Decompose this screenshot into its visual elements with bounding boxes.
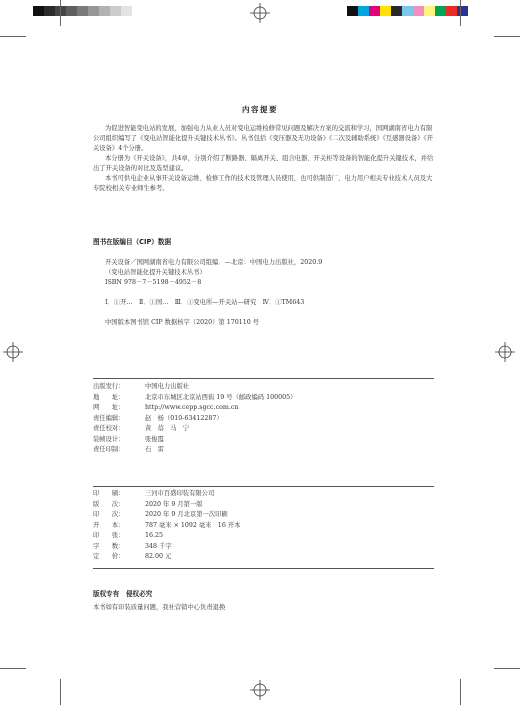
printing-row-label: 印 次：	[93, 511, 125, 518]
publisher-row-value: http://www.cepp.sgcc.com.cn	[145, 404, 239, 411]
publisher-row-label: 装帧设计：	[93, 435, 125, 443]
publisher-row-label: 责任印制：	[93, 446, 125, 453]
cip-line: 开关设备／国网湖南省电力有限公司组编．—北京：中国电力出版社，2020.9	[105, 259, 323, 266]
cip-record: 中国版本图书馆 CIP 数据核字（2020）第 170110 号	[105, 319, 260, 326]
printing-row	[93, 542, 434, 553]
color-swatch	[413, 6, 424, 16]
printing-row-value: 787 毫米 × 1092 毫米 16 开本	[145, 521, 241, 529]
printing-row	[93, 521, 434, 532]
gray-swatch	[44, 6, 55, 16]
top-registration-mark	[250, 3, 270, 23]
publisher-row-label: 地 址：	[93, 393, 125, 401]
printing-row-label: 字 数：	[93, 542, 125, 550]
publisher-row	[93, 403, 434, 414]
left-registration-mark	[3, 342, 23, 362]
gray-swatch	[88, 6, 99, 16]
printing-row	[93, 489, 434, 500]
copyright-notice: 本书如有印装质量问题，我社营销中心负责退换	[93, 604, 226, 611]
color-swatch	[446, 6, 457, 16]
publisher-row-value: 黄 蓓 马 宁	[145, 425, 190, 432]
publisher-row-label: 出版发行：	[93, 383, 125, 390]
publisher-row	[93, 435, 434, 446]
printing-row	[93, 552, 434, 563]
printing-row-label: 版 次：	[93, 500, 125, 508]
cip-heading: 图书在版编目（CIP）数据	[93, 238, 172, 246]
printing-row-value: 348 千字	[145, 542, 172, 550]
divider-top	[93, 378, 434, 379]
publisher-row-value: 赵 杨（010-63412287）	[145, 414, 223, 422]
printing-row-value: 三河市百盛印装有限公司	[145, 490, 215, 497]
copyright-heading: 版权专有 侵权必究	[93, 590, 153, 598]
printing-row-label: 开 本：	[93, 521, 125, 529]
publisher-row	[93, 414, 434, 425]
publisher-row	[93, 393, 434, 404]
publisher-row-value: 中国电力出版社	[145, 383, 190, 390]
printing-row-value: 2020 年 9 月第一版	[145, 500, 203, 508]
right-registration-mark	[495, 342, 515, 362]
publisher-row	[93, 445, 434, 456]
color-swatch	[435, 6, 446, 16]
summary-body	[93, 124, 434, 194]
printing-row-label: 印 张：	[93, 532, 125, 539]
color-swatch	[347, 6, 358, 16]
color-swatch	[402, 6, 413, 16]
printing-row-value: 16.25	[145, 532, 164, 539]
printing-row-label: 定 价：	[93, 553, 125, 560]
publisher-row-label: 责任编辑：	[93, 414, 125, 422]
color-swatch	[391, 6, 402, 16]
gray-swatch	[121, 6, 132, 16]
publisher-row-value: 石 雷	[145, 446, 164, 453]
printing-row	[93, 510, 434, 521]
cip-line: ISBN 978－7－5198－4952－8	[105, 279, 202, 286]
divider-bottom	[93, 568, 434, 569]
printing-row-value: 82.00 元	[145, 553, 172, 560]
summary-paragraph: 本分册为《开关设备》，共4章，分别介绍了断路器、隔离开关、组合电器、开关柜等设备的智能化提升关键技术，并给出了开关设备的对比及选型建议。	[93, 155, 434, 172]
printing-row	[93, 531, 434, 542]
publisher-row	[93, 382, 434, 393]
gray-swatch	[33, 6, 44, 16]
publisher-row-label: 网 址：	[93, 404, 125, 411]
publisher-row-value: 张俊霞	[145, 435, 164, 443]
color-swatch	[369, 6, 380, 16]
cip-line: （变电站智能化提升关键技术丛书）	[105, 269, 206, 276]
printing-info	[93, 489, 434, 563]
summary-paragraph: 本书可供电企业从事开关设备运维、检修工作的技术及管理人员使用，也可供制造厂、电力用户相关专业技术人员及大专院校相关专业师生参考。	[93, 175, 433, 192]
summary-title: 内容提要	[242, 105, 278, 114]
publisher-row-label: 责任校对：	[93, 425, 125, 432]
bottom-registration-mark	[250, 680, 270, 700]
gray-swatch	[110, 6, 121, 16]
color-swatch	[468, 6, 479, 16]
gray-swatch	[99, 6, 110, 16]
color-swatch	[457, 6, 468, 16]
grayscale-calibration-bar	[33, 6, 143, 16]
color-swatch	[358, 6, 369, 16]
cip-block	[93, 236, 434, 328]
gray-swatch	[77, 6, 88, 16]
gray-swatch	[132, 6, 143, 16]
divider-middle	[93, 486, 434, 487]
cip-classification: Ⅰ．①开… Ⅱ．①国… Ⅲ．①变电所—开关站—研究 Ⅳ．①TM643	[105, 299, 305, 306]
publisher-row-value: 北京市东城区北京站西街 19 号（邮政编码 100005）	[145, 393, 297, 401]
gray-swatch	[66, 6, 77, 16]
printing-row	[93, 500, 434, 511]
copyright-block	[93, 588, 434, 613]
color-swatch	[424, 6, 435, 16]
printing-row-value: 2020 年 9 月北京第一次印刷	[145, 511, 228, 518]
publisher-info	[93, 382, 434, 456]
color-swatch	[380, 6, 391, 16]
printing-row-label: 印 刷：	[93, 490, 125, 497]
summary-paragraph: 为促进智能变电站的发展，加强电力从业人员对变电运维检修常见问题及解决方案的交流和学习，国网湖南省电力有限公司组织编写了《变电站智能化提升关键技术丛书》。丛书包括《变压器及无功设备》《二次及辅助系统》《互感器设备》《开关设备》4个分册。	[93, 125, 434, 152]
publisher-row	[93, 424, 434, 435]
